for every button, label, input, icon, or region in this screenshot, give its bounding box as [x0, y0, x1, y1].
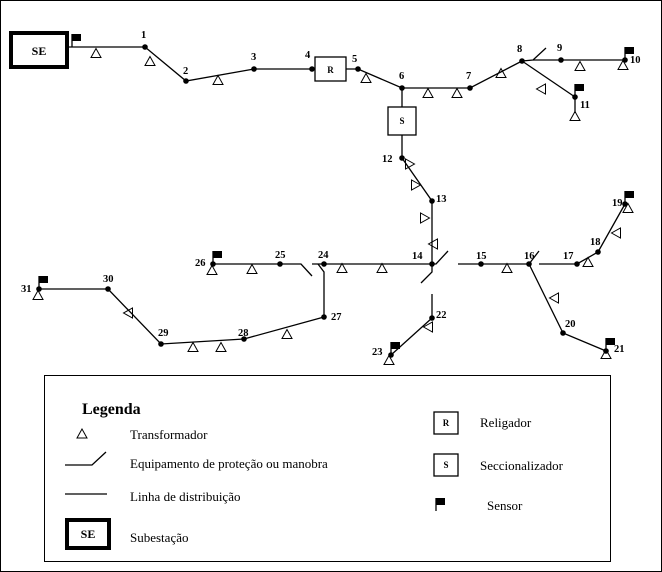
node-10 [622, 57, 628, 63]
node-label-16: 16 [524, 251, 535, 262]
switch-14-22 [421, 264, 432, 283]
legend-sectionalizer-label: Seccionalizador [480, 458, 564, 473]
node-label-7: 7 [466, 71, 472, 82]
transformer-icon [423, 89, 433, 98]
node-29 [158, 341, 164, 347]
node-label-18: 18 [590, 237, 601, 248]
line-16-to-21 [529, 264, 606, 351]
line-s-to-14 [402, 135, 432, 264]
transformer-icon [502, 264, 512, 273]
node-label-19: 19 [612, 198, 623, 209]
transformer-icon [207, 266, 217, 275]
line-27-to-31 [39, 289, 324, 344]
node-label-13: 13 [436, 194, 447, 205]
transformer-icon [583, 258, 593, 267]
transformer-icon [91, 49, 101, 58]
legend-recloser-symbol: R [442, 418, 450, 428]
node-22 [429, 315, 435, 321]
node-label-31: 31 [21, 284, 32, 295]
node-12 [399, 155, 405, 161]
transformer-icon [550, 293, 559, 303]
legend-line-label: Linha de distribuição [130, 489, 241, 504]
node-label-27: 27 [331, 312, 342, 323]
line-22-23 [391, 318, 432, 355]
node-label-2: 2 [183, 66, 189, 77]
node-19 [622, 201, 628, 207]
node-label-14: 14 [412, 251, 423, 262]
feeder-r-to-8 [346, 61, 522, 88]
node-24 [321, 261, 327, 267]
node-label-6: 6 [399, 71, 405, 82]
transformer-icon [377, 264, 387, 273]
transformer-icon [575, 62, 585, 71]
node-label-17: 17 [563, 251, 574, 262]
node-label-21: 21 [614, 344, 625, 355]
substation-label: SE [31, 44, 47, 58]
node-label-10: 10 [630, 55, 641, 66]
legend-substation-symbol: SE [80, 527, 96, 541]
node-30 [105, 286, 111, 292]
node-26 [210, 261, 216, 267]
node-3 [251, 66, 257, 72]
feeder-se-to-4 [67, 47, 312, 81]
node-label-30: 30 [103, 274, 114, 285]
transformer-icon [145, 57, 155, 66]
node-label-25: 25 [275, 250, 286, 261]
node-25 [277, 261, 283, 267]
node-1 [142, 44, 148, 50]
node-15 [478, 261, 484, 267]
node-27 [321, 314, 327, 320]
transformer-icon [424, 322, 433, 332]
node-label-15: 15 [476, 251, 487, 262]
transformer-icon [33, 291, 43, 300]
node-label-24: 24 [318, 250, 329, 261]
outer-frame [1, 1, 662, 572]
legend-sectionalizer-symbol: S [443, 460, 449, 470]
node-14 [429, 261, 435, 267]
transformer-icon [337, 264, 347, 273]
node-label-4: 4 [305, 50, 311, 61]
node-label-8: 8 [517, 44, 523, 55]
transformer-icon [213, 76, 223, 85]
recloser-label: R [327, 65, 334, 75]
recloser [315, 57, 346, 81]
node-label-23: 23 [372, 347, 383, 358]
transformer-icon [361, 74, 371, 83]
node-label-11: 11 [580, 100, 590, 111]
node-2 [183, 78, 189, 84]
sensor-flag-icon [72, 34, 81, 47]
node-4 [309, 66, 315, 72]
legend-sensor-label: Sensor [487, 498, 523, 513]
switch-25-24 [290, 264, 312, 276]
transformer-icon [216, 343, 226, 352]
node-label-1: 1 [141, 30, 147, 41]
node-label-3: 3 [251, 52, 257, 63]
node-20 [560, 330, 566, 336]
legend-title: Legenda [82, 401, 141, 418]
node-16 [526, 261, 532, 267]
switch-14-15 [426, 251, 448, 264]
transformer-icon [247, 265, 257, 274]
transformer-icon [77, 429, 87, 438]
node-label-29: 29 [158, 328, 169, 339]
node-17 [574, 261, 580, 267]
node-label-22: 22 [436, 310, 447, 321]
node-13 [429, 198, 435, 204]
node-23 [388, 352, 394, 358]
node-21 [603, 348, 609, 354]
legend [45, 376, 611, 562]
line-8-11 [522, 61, 575, 97]
legend-transformer-label: Transformador [130, 427, 208, 442]
switch-24-27 [318, 264, 324, 293]
substation [11, 33, 67, 67]
transformer-icon [282, 330, 292, 339]
distribution-lines [39, 47, 625, 355]
node-label-9: 9 [557, 43, 563, 54]
transformer-icon [188, 343, 198, 352]
sensors [39, 34, 634, 355]
node-label-26: 26 [195, 258, 206, 269]
node-8 [519, 58, 525, 64]
legend-recloser-label: Religador [480, 415, 532, 430]
legend-substation-label: Subestação [130, 530, 189, 545]
switch-8-9 [522, 48, 546, 61]
sectionalizer [388, 107, 416, 135]
protection-switch-icon [65, 452, 106, 465]
node-label-5: 5 [352, 54, 358, 65]
node-label-28: 28 [238, 328, 249, 339]
node-7 [467, 85, 473, 91]
transformer-icon [537, 84, 546, 94]
node-18 [595, 249, 601, 255]
node-9 [558, 57, 564, 63]
legend-protection-label: Equipamento de proteção ou manobra [130, 456, 328, 471]
node-31 [36, 286, 42, 292]
transformer-icon [612, 228, 621, 238]
node-5 [355, 66, 361, 72]
transformer-icon [429, 239, 438, 249]
sectionalizer-label: S [399, 116, 405, 126]
node-label-12: 12 [382, 154, 393, 165]
node-label-20: 20 [565, 319, 576, 330]
node-6 [399, 85, 405, 91]
transformer-icon [421, 213, 430, 223]
sensor-flag-icon [436, 498, 445, 511]
transformer-icon [452, 89, 462, 98]
node-11 [572, 94, 578, 100]
